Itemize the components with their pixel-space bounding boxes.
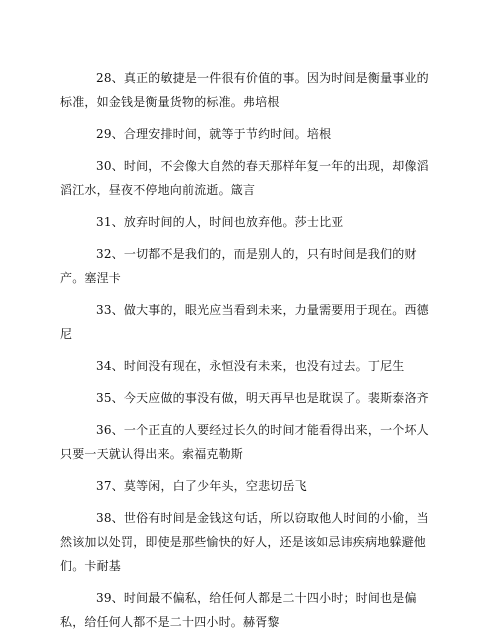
quote-number: 35、	[96, 391, 124, 405]
quote-item	[60, 242, 440, 290]
quote-number: 29、	[96, 127, 124, 141]
quote-number: 39、	[96, 591, 124, 605]
quote-number: 37、	[96, 479, 124, 493]
quote-list	[60, 66, 440, 642]
quote-text: 合理安排时间，就等于节约时间。培根	[123, 127, 332, 141]
quote-item	[60, 154, 440, 202]
quote-text: 世俗有时间是金钱这句话，所以窃取他人时间的小偷，当然该加以处罚，即使是那些愉快的好人，还是该如忌讳疾病地躲避他们。卡耐基	[60, 511, 429, 573]
quote-item	[60, 122, 440, 146]
quote-item	[60, 66, 440, 114]
quote-text: 一切都不是我们的，而是别人的，只有时间是我们的财产。塞涅卡	[60, 247, 417, 285]
quote-number: 33、	[96, 303, 124, 317]
quote-item	[60, 586, 440, 634]
quote-item	[60, 474, 440, 498]
quote-text: 时间没有现在，永恒没有未来，也没有过去。丁尼生	[123, 359, 405, 373]
quote-item	[60, 418, 440, 466]
quote-item	[60, 210, 440, 234]
quote-text: 时间最不偏私，给任何人都是二十四小时；时间也是偏私，给任何人都不是二十四小时。赫胥黎	[60, 591, 417, 629]
quote-text: 一个正直的人要经过长久的时间才能看得出来，一个坏人 只要一天就认得出来。索福克勒斯	[60, 423, 429, 461]
quote-text: 时间，不会像大自然的春天那样年复一年的出现，却像滔 滔江水，昼夜不停地向前流逝。箴言	[60, 159, 429, 197]
quote-number: 30、	[96, 159, 124, 173]
quote-item	[60, 506, 440, 578]
quote-item	[60, 354, 440, 378]
quote-number: 31、	[96, 215, 124, 229]
quote-text: 真正的敏捷是一件很有价值的事。因为时间是衡量事业的标准，如金钱是衡量货物的标准。弗培根	[60, 71, 429, 109]
quote-number: 28、	[96, 71, 124, 85]
quote-text: 做大事的，眼光应当看到未来，力量需要用于现在。西德 尼	[60, 303, 429, 341]
quote-text: 莫等闲，白了少年头，空悲切岳飞	[123, 479, 307, 493]
quote-item	[60, 386, 440, 410]
quote-number: 32、	[96, 247, 124, 261]
quote-text: 今天应做的事没有做，明天再早也是耽误了。裴斯泰洛齐	[123, 391, 429, 405]
quote-item	[60, 298, 440, 346]
quote-number: 38、	[96, 511, 124, 525]
quote-number: 36、	[96, 423, 124, 437]
quote-text: 放弃时间的人，时间也放弃他。莎士比亚	[123, 215, 344, 229]
quote-number: 34、	[96, 359, 124, 373]
